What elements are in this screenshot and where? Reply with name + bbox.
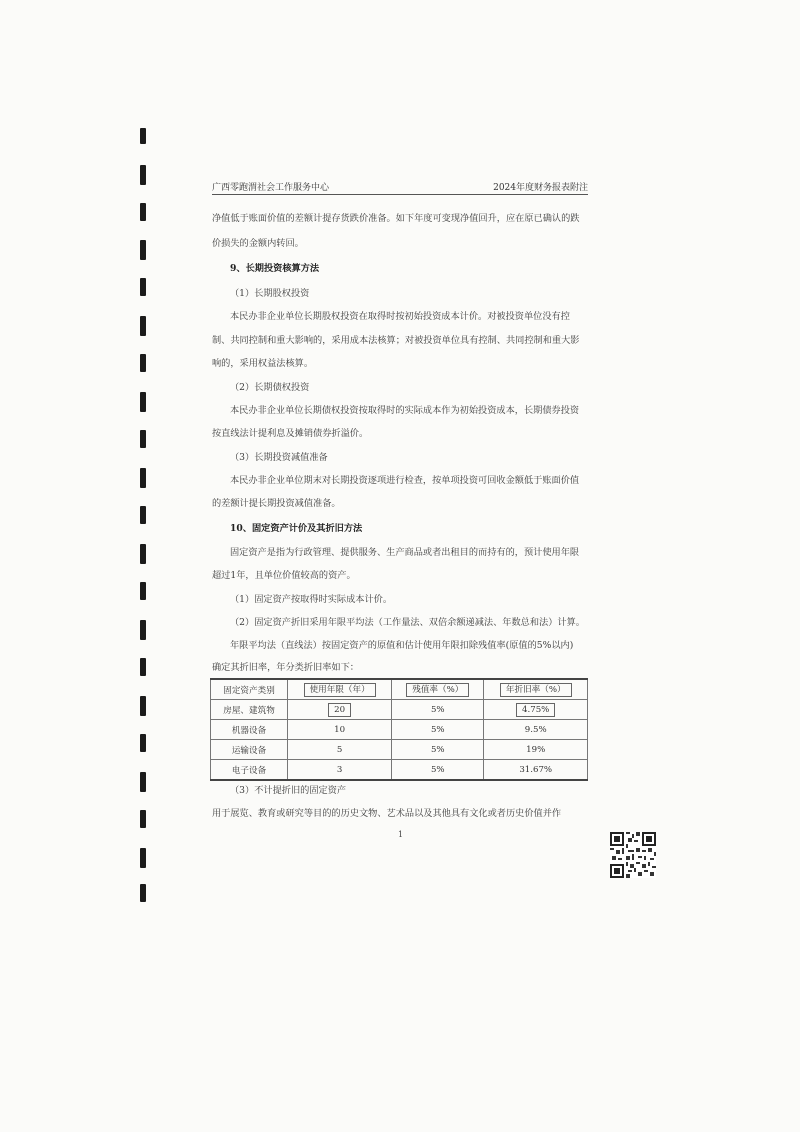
paragraph-line: 本民办非企业单位期末对长期投资逐项进行检查，按单项投资可回收金额低于账面价值 [230,475,580,486]
binder-mark [140,316,146,336]
table-row [211,720,588,740]
binder-mark [140,392,146,412]
table-row [211,740,588,760]
binder-mark [140,468,146,488]
table-cell: 10 [288,720,392,740]
binder-mark [140,240,146,260]
header-report-title: 2024年度财务报表附注 [493,183,588,193]
binder-mark [140,354,146,372]
binder-mark [140,884,146,902]
binder-mark [140,430,146,448]
table-cell: 5 [288,740,392,760]
paragraph-line: 本民办非企业单位长期债权投资按取得时的实际成本作为初始投资成本，长期债券投资 [230,405,580,416]
page-number: 1 [398,830,404,839]
paragraph-line: （1）固定资产按取得时实际成本计价。 [230,594,393,605]
table-cell: 房屋、建筑物 [211,700,288,720]
table-header-cell: 使用年限（年） [288,679,392,700]
binder-mark [140,582,146,600]
table-cell: 20 [288,700,392,720]
paragraph-line: 固定资产是指为行政管理、提供服务、生产商品或者出租目的而持有的，预计使用年限 [230,547,580,558]
subsection-heading: （3）不计提折旧的固定资产 [230,785,347,796]
binder-mark [140,278,146,296]
paragraph-line: （2）固定资产折旧采用年限平均法（工作量法、双倍余额递减法、年数总和法）计算。 [230,617,585,628]
paragraph-line: 确定其折旧率，年分类折旧率如下： [212,662,359,673]
paragraph-line: 用于展览、教育或研究等目的的历史文物、艺术品以及其他具有文化或者历史价值并作 [212,808,562,819]
qr-code-icon [610,832,656,878]
table-cell: 5% [392,740,484,760]
table-header-cell: 年折旧率（%） [484,679,588,700]
binder-mark [140,203,146,221]
binder-mark [140,696,146,716]
paragraph-line: 本民办非企业单位长期股权投资在取得时按初始投资成本计价。对被投资单位没有控 [230,311,570,322]
table-header-cell: 固定资产类别 [211,679,288,700]
binder-mark [140,848,146,868]
paragraph-line: 响的，采用权益法核算。 [212,358,314,369]
table-cell: 31.67% [484,760,588,781]
depreciation-rate-table [210,678,588,781]
subsection-heading: （2）长期债权投资 [230,382,310,393]
binder-mark [140,734,146,752]
binder-mark [140,165,146,185]
table-cell: 4.75% [484,700,588,720]
page-header [212,180,588,195]
table-row [211,700,588,720]
section-heading: 10、固定资产计价及其折旧方法 [230,523,363,534]
section-heading: 9、长期投资核算方法 [230,263,320,274]
subsection-heading: （3）长期投资减值准备 [230,452,328,463]
paragraph-line: 超过1年，且单位价值较高的资产。 [212,570,356,581]
table-row [211,760,588,781]
paragraph-line: 按直线法计提利息及摊销债券折溢价。 [212,428,369,439]
paragraph-line: 的差额计提长期投资减值准备。 [212,498,341,509]
binder-mark [140,544,146,564]
paragraph-line: 净值低于账面价值的差额计提存货跌价准备。如下年度可变现净值回升，应在原已确认的跌 [212,213,580,224]
binder-mark [140,772,146,792]
table-cell: 电子设备 [211,760,288,781]
binder-mark [140,506,146,524]
table-header-cell: 残值率（%） [392,679,484,700]
table-cell: 3 [288,760,392,781]
table-header-row [211,679,588,700]
table-cell: 5% [392,760,484,781]
table-cell: 5% [392,720,484,740]
table-cell: 机器设备 [211,720,288,740]
binder-mark [140,128,146,144]
table-cell: 9.5% [484,720,588,740]
paragraph-line: 制、共同控制和重大影响的，采用成本法核算；对被投资单位具有控制、共同控制和重大影 [212,335,580,346]
paragraph-line: 价损失的金额内转回。 [212,238,304,249]
table-cell: 运输设备 [211,740,288,760]
table-cell: 19% [484,740,588,760]
binder-mark [140,810,146,828]
header-org-name: 广西零跑渭社会工作服务中心 [212,183,330,193]
paragraph-line: 年限平均法（直线法）按固定资产的原值和估计使用年限扣除残值率(原值的5%以内) [230,640,574,651]
binder-mark [140,620,146,640]
subsection-heading: （1）长期股权投资 [230,288,310,299]
binder-mark [140,658,146,676]
table-cell: 5% [392,700,484,720]
